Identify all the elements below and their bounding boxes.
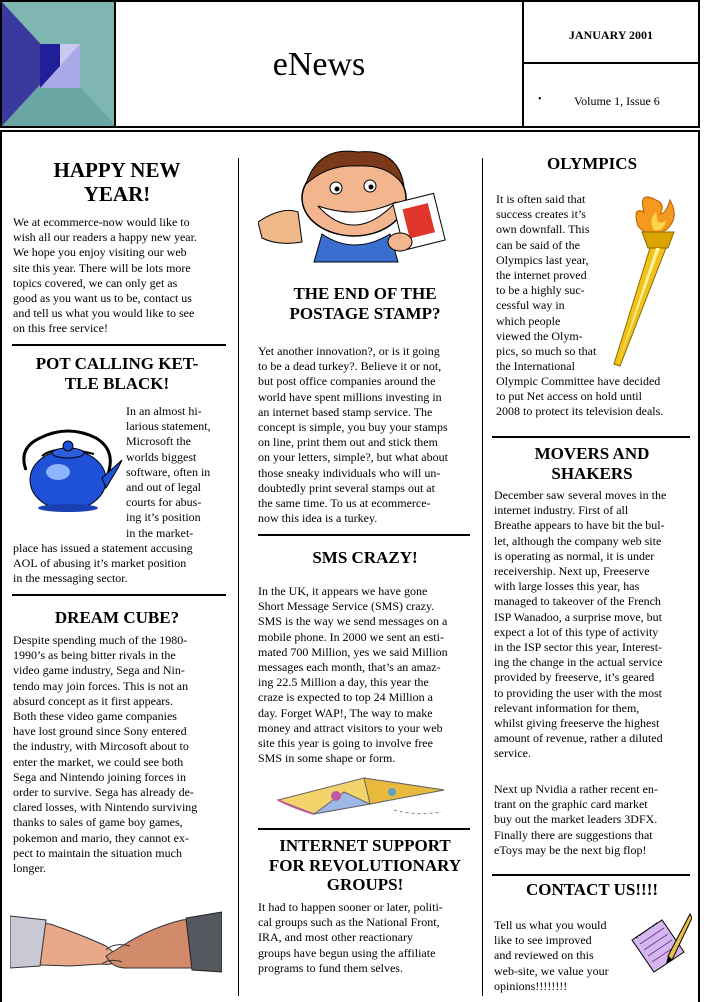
text-line: Both these video game companies — [13, 709, 177, 724]
text-line: thanks to sales of game boy games, — [13, 815, 183, 830]
text-line: Short Message Service (SMS) crazy. — [258, 599, 435, 614]
text-line: with large losses this year, has — [494, 579, 640, 594]
text-line: longer. — [13, 861, 46, 876]
cartoon-man-stamp-image — [258, 146, 448, 269]
text-line: In the UK, it appears we have gone — [258, 584, 428, 598]
text-line: the internet proved — [496, 268, 587, 283]
text-line: receivership. Next up, Freeserve — [494, 564, 650, 579]
bullet-icon: • — [538, 94, 542, 105]
article-body-pot-calling-kettle-wrap — [126, 404, 236, 541]
olympic-torch-image — [608, 190, 692, 375]
text-line: We hope you enjoy visiting our web — [13, 245, 187, 260]
divider — [258, 534, 470, 536]
text-line: opinions!!!!!!!! — [494, 978, 568, 993]
text-line: clared losses, with Nintendo surviving — [13, 800, 198, 815]
text-line: absurd concept as it first appears. — [13, 693, 173, 708]
issue-info — [524, 64, 698, 126]
text-line: provided by freeserve, it’s geared — [494, 670, 655, 685]
text-line: on this free service! — [13, 321, 108, 336]
article-body-sms-crazy — [258, 584, 480, 766]
article-body-postage-stamp — [258, 344, 480, 526]
title-box — [116, 2, 524, 126]
newsletter-body — [0, 130, 700, 1002]
text-line: ISP Wanadoo, a surprise move, but — [494, 609, 663, 624]
title-line: THE END OF THE — [293, 284, 437, 303]
text-line: to providing the user with the most — [494, 685, 662, 700]
text-line: mobile phone. In 2000 we sent an esti- — [258, 629, 444, 644]
text-line: and tell us what you would like to see — [13, 306, 195, 321]
title-line: TLE BLACK! — [64, 373, 170, 393]
text-line: the same time. To us at ecommerce- — [258, 496, 431, 511]
text-line: relevant information for them, — [494, 700, 640, 715]
text-line: web-site, we value your — [494, 963, 609, 978]
text-line: Tell us what you would — [494, 918, 607, 932]
logo — [2, 2, 116, 126]
text-line: It had to happen sooner or later, politi- — [258, 900, 443, 914]
title-line: MOVERS AND — [534, 444, 650, 463]
article-body-olympics — [496, 374, 696, 420]
text-line: the industry, with Mircosoft about to — [13, 739, 189, 754]
text-line: and reviewed on this — [494, 948, 594, 963]
title-line: POT CALLING KET- — [35, 354, 199, 373]
text-line: those sneaky individuals who will un- — [258, 465, 441, 480]
text-line: but post office companies around the — [258, 374, 436, 389]
text-line: in the ISP sector this year, Interest- — [494, 640, 663, 655]
text-line: groups have begun using the affiliate — [258, 945, 436, 960]
text-line: ing 22.5 Million a day, this year the — [258, 675, 429, 690]
text-line: eToys may be the next big flop! — [494, 842, 647, 857]
text-line: to put Net access on hold until — [496, 389, 642, 404]
text-line: December saw several moves in the — [494, 488, 667, 502]
kettle-image — [16, 408, 124, 523]
text-line: ing the change in the actual service — [494, 655, 663, 670]
text-line: success creates it’s — [496, 207, 586, 222]
text-line: Yet another innovation?, or is it going — [258, 344, 440, 358]
text-line: place has issued a statement accusing — [13, 541, 193, 555]
text-line: worlds biggest — [126, 449, 197, 464]
issue-date: JANUARY 2001 — [524, 2, 698, 64]
text-line: own downfall. This — [496, 222, 590, 237]
text-line: It is often said that — [496, 192, 586, 206]
column-divider — [238, 158, 239, 996]
text-line: 1990’s as being bitter rivals in the — [13, 648, 176, 663]
text-line: Despite spending much of the 1980- — [13, 633, 188, 647]
text-line: SMS in some shape or form. — [258, 751, 396, 766]
text-line: IRA, and most other reactionary — [258, 930, 413, 945]
text-line: buy out the market leaders 3DFX. — [494, 812, 658, 827]
text-line: in the market- — [126, 525, 194, 540]
text-line: We at ecommerce-now would like to — [13, 215, 190, 229]
text-line: whilst giving freeserve the highest — [494, 716, 660, 731]
text-line: managed to takeover of the French — [494, 594, 661, 609]
divider — [12, 594, 226, 596]
text-line: concept is simple, you buy your stamps — [258, 420, 448, 435]
text-line: mated 700 Million, yes we said Million — [258, 644, 448, 659]
text-line: day. Forget WAP!, The way to make — [258, 705, 433, 720]
text-line: SMS is the way we send messages on a — [258, 614, 448, 629]
text-line: viewed the Olym- — [496, 328, 583, 343]
text-line: like to see improved — [494, 933, 592, 948]
text-line: pect to maintain the situation much — [13, 845, 182, 860]
text-line: good as you want us to be, contact us — [13, 291, 192, 306]
divider — [258, 828, 470, 830]
article-body-contact-us — [494, 918, 630, 994]
text-line: pics, so much so that — [496, 344, 597, 359]
column-divider — [482, 158, 483, 996]
text-line: 2008 to protect its television deals. — [496, 404, 664, 419]
text-line: an internet based stamp service. The — [258, 404, 433, 419]
text-line: which people — [496, 313, 561, 328]
article-title-happy-new-year — [12, 158, 222, 206]
text-line: software, often in — [126, 464, 211, 479]
text-line: tendo may join forces. This is not an — [13, 678, 189, 693]
text-line: can be said of the — [496, 237, 580, 252]
text-line: Olympics last year, — [496, 252, 589, 267]
text-line: the International — [496, 359, 575, 374]
article-title-dream-cube: DREAM CUBE? — [54, 608, 180, 627]
text-line: Olympic Committee have decided — [496, 374, 661, 388]
article-title-contact-us: CONTACT US!!!! — [525, 880, 659, 899]
text-line: expect a lot of this type of activity — [494, 624, 659, 639]
text-line: in the messaging sector. — [13, 571, 128, 586]
article-title-sms-crazy: SMS CRAZY! — [312, 548, 418, 567]
text-line: now this idea is a turkey. — [258, 511, 378, 526]
text-line: craze is expected to top 24 Million a — [258, 690, 433, 705]
divider — [12, 344, 226, 346]
text-line: Breathe appears to have bit the bul- — [494, 518, 665, 533]
text-line: programs to fund them selves. — [258, 960, 403, 975]
text-line: on line, print them out and stick them — [258, 435, 438, 450]
title-line: YEAR! — [83, 182, 151, 207]
title-line: GROUPS! — [326, 875, 404, 895]
title-line: HAPPY NEW — [53, 158, 181, 182]
divider — [492, 874, 690, 876]
text-line: pokemon and mario, they cannot ex- — [13, 830, 189, 845]
text-line: service. — [494, 746, 531, 761]
text-line: on your letters, simple?, but what about — [258, 450, 448, 465]
text-line: internet industry. First of all — [494, 503, 629, 518]
article-title-pot-calling-kettle — [12, 354, 222, 393]
title-line: FOR REVOLUTIONARY — [268, 855, 462, 875]
text-line: ing it’s position — [126, 510, 201, 525]
text-line: Finally there are suggestions that — [494, 827, 653, 842]
newsletter-title: eNews — [272, 46, 366, 83]
issue-number: Volume 1, Issue 6 — [574, 94, 660, 108]
text-line: courts for abus- — [126, 495, 202, 510]
divider — [492, 436, 690, 438]
text-line: topics covered, we can only get as — [13, 275, 178, 290]
text-line: Sega and Nintendo joining forces in — [13, 769, 186, 784]
text-line: Microsoft the — [126, 434, 191, 449]
article-title-olympics: OLYMPICS — [546, 154, 638, 173]
masthead — [0, 0, 700, 128]
article-title-internet-support — [252, 836, 478, 895]
article-body-movers-and-shakers-2 — [494, 782, 698, 858]
article-title-postage-stamp — [252, 284, 478, 323]
article-body-internet-support — [258, 900, 480, 976]
article-body-pot-calling-kettle — [13, 541, 233, 587]
text-line: larious statement, — [126, 419, 211, 434]
text-line: Next up Nvidia a rather recent en- — [494, 782, 658, 796]
notepad-pencil-image — [628, 912, 692, 983]
text-line: AOL of abusing it’s market position — [13, 556, 187, 571]
text-line: doubtedly print several stamps out at — [258, 480, 435, 495]
text-line: In an almost hi- — [126, 404, 202, 418]
text-line: have lost ground since Sony entered — [13, 724, 187, 739]
text-line: cessful way in — [496, 298, 565, 313]
article-title-movers-and-shakers — [494, 444, 690, 483]
text-line: world have spent millions investing in — [258, 389, 442, 404]
text-line: messages each month, that’s an amaz- — [258, 660, 441, 675]
text-line: to be a highly suc- — [496, 283, 585, 298]
text-line: amount of revenue, rather a diluted — [494, 731, 663, 746]
text-line: site this year is going to involve free — [258, 736, 433, 751]
handshake-image — [10, 906, 222, 995]
text-line: is operating as normal, it is under — [494, 548, 655, 563]
text-line: wish all our readers a happy new year. — [13, 230, 197, 245]
paper-plane-image — [274, 770, 450, 825]
title-line: SHAKERS — [551, 463, 633, 483]
text-line: site this year. There will be lots more — [13, 260, 191, 275]
text-line: video game industry, Sega and Nin- — [13, 663, 185, 678]
text-line: cal groups such as the National Front, — [258, 915, 440, 930]
article-body-dream-cube — [13, 633, 235, 876]
text-line: let, although the company web site — [494, 533, 662, 548]
text-line: money and attract visitors to your web — [258, 720, 443, 735]
title-line: POSTAGE STAMP? — [289, 303, 441, 323]
title-line: INTERNET SUPPORT — [279, 836, 451, 855]
text-line: and out of legal — [126, 480, 201, 495]
text-line: order to survive. Sega has already de- — [13, 785, 194, 800]
article-body-happy-new-year — [13, 215, 233, 337]
text-line: to be a dead turkey?. Believe it or not, — [258, 359, 442, 374]
article-body-olympics-wrap — [496, 192, 616, 374]
text-line: trant on the graphic card market — [494, 797, 648, 812]
text-line: enter the market, we could see both — [13, 754, 184, 769]
article-body-movers-and-shakers — [494, 488, 698, 762]
